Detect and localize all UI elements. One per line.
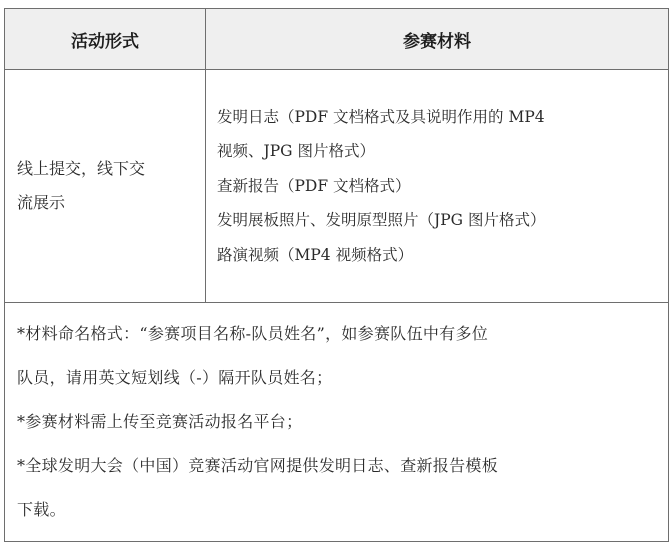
material-line: 查新报告（PDF 文档格式）: [217, 176, 411, 195]
material-line: 发明展板照片、发明原型照片（JPG 图片格式）: [217, 211, 546, 230]
notes-row: [5, 303, 669, 542]
material-line: 视频、JPG 图片格式）: [217, 142, 375, 161]
note-line: *材料命名格式：“参赛项目名称-队员姓名”，如参赛队伍中有多位: [17, 324, 489, 343]
notes-cell: [5, 303, 669, 542]
note-line: *全球发明大会（中国）竞赛活动官网提供发明日志、查新报告模板: [17, 456, 499, 475]
header-activity-form: 活动形式: [5, 9, 206, 70]
competition-materials-table: [4, 8, 669, 542]
table-header-row: [5, 9, 669, 70]
material-line: 发明日志（PDF 文档格式及具说明作用的 MP4: [217, 107, 545, 126]
activity-form-cell: [5, 70, 206, 303]
note-line: 下载。: [17, 500, 66, 519]
note-line: *参赛材料需上传至竞赛活动报名平台；: [17, 412, 303, 431]
header-materials: 参赛材料: [206, 9, 669, 70]
materials-cell: [206, 70, 669, 303]
activity-form-text-line: 流展示: [17, 193, 66, 212]
table-row: [5, 70, 669, 303]
activity-form-text-line: 线上提交，线下交: [17, 159, 146, 178]
note-line: 队员，请用英文短划线（-）隔开队员姓名；: [17, 368, 333, 387]
material-line: 路演视频（MP4 视频格式）: [217, 245, 414, 264]
